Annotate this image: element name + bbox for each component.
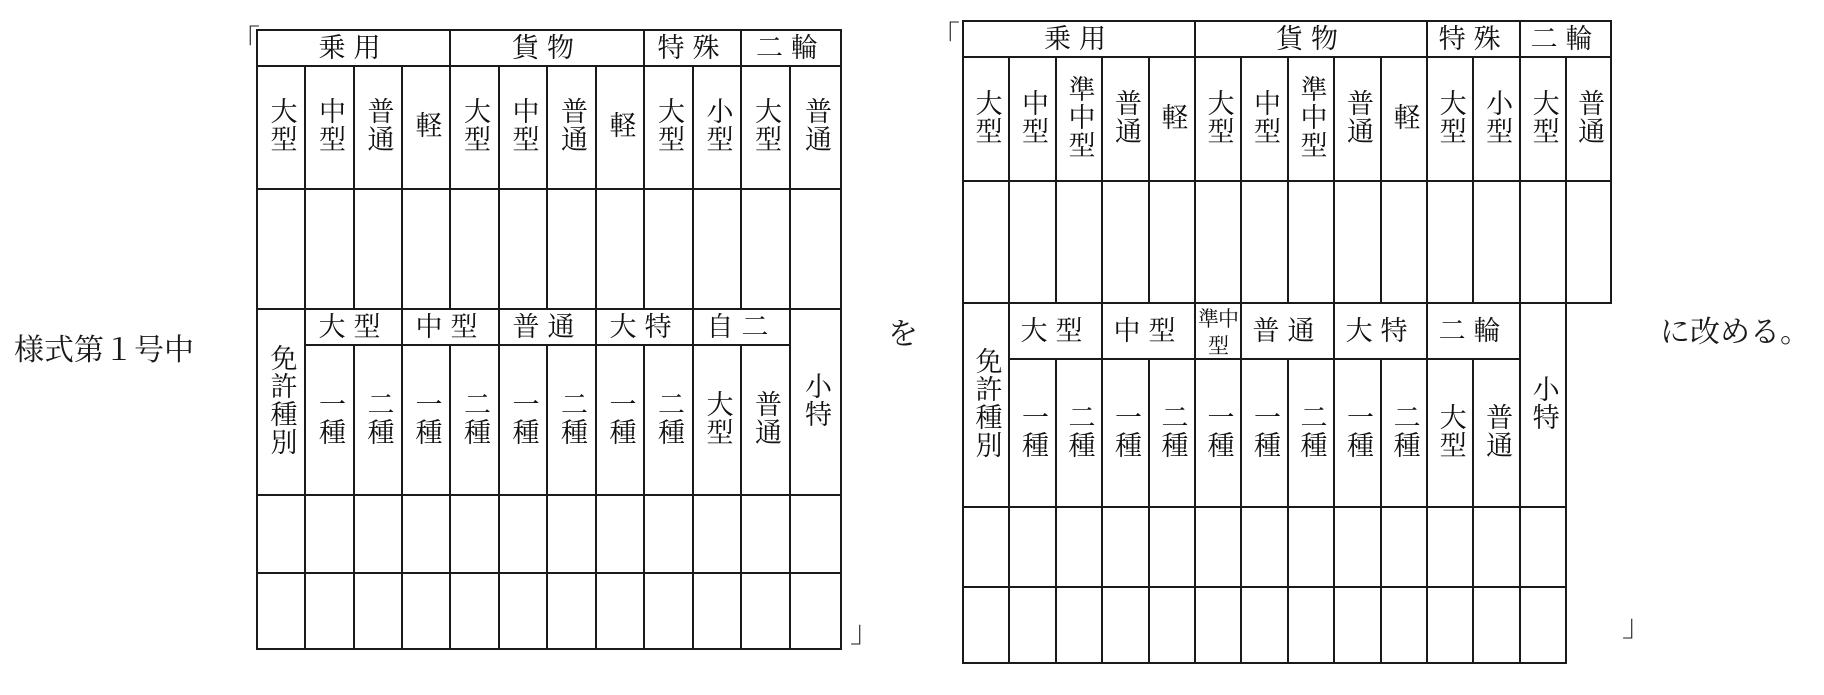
old-size-cell: 大型 (450, 66, 499, 189)
new-entry-cell (1288, 181, 1334, 303)
closing-text: に改める。 (1660, 315, 1810, 350)
old-record-cell (596, 495, 644, 573)
old-entry-cell (596, 189, 644, 309)
old-record-cell (693, 573, 741, 649)
new-record-cell (1334, 507, 1381, 587)
old-size-cell: 軽 (596, 66, 644, 189)
old-entry-cell (547, 189, 596, 309)
new-record-cell (1520, 587, 1566, 663)
new-size-cell: 普通 (1566, 57, 1611, 181)
new-group-tokushu: 特殊 (1427, 21, 1520, 57)
old-size-cell: 普通 (547, 66, 596, 189)
new-type-cell: 一種 (1334, 359, 1381, 507)
new-entry-cell (1241, 181, 1288, 303)
old-entry-cell (741, 189, 790, 309)
old-record-cell (257, 573, 305, 649)
old-type-cell: 大型 (693, 345, 741, 495)
old-size-cell: 大型 (741, 66, 790, 189)
old-record-cell (257, 495, 305, 573)
new-record-cell (1009, 507, 1056, 587)
old-size-cell: 大型 (257, 66, 305, 189)
old-entry-cell (402, 189, 450, 309)
old-kotoku-cell: 小特 (790, 309, 841, 495)
new-entry-cell (1520, 181, 1566, 303)
old-open-bracket: 「 (230, 24, 260, 59)
new-size-cell: 大型 (1520, 57, 1566, 181)
old-record-cell (741, 495, 790, 573)
old-record-cell (499, 495, 547, 573)
new-record-cell (1288, 587, 1334, 663)
old-record-cell (499, 573, 547, 649)
new-entry-cell (963, 181, 1009, 303)
new-close-bracket: 」 (1622, 609, 1652, 644)
old-record-cell (354, 495, 402, 573)
new-record-cell (1102, 587, 1149, 663)
old-group-kamotsu: 貨物 (450, 30, 644, 66)
old-entry-cell (354, 189, 402, 309)
old-size-cell: 普通 (354, 66, 402, 189)
old-record-cell (644, 495, 693, 573)
old-entry-cell (790, 189, 841, 309)
new-group-joyo: 乗用 (963, 21, 1195, 57)
old-record-cell (547, 573, 596, 649)
old-type-cell: 一種 (402, 345, 450, 495)
old-size-cell: 普通 (790, 66, 841, 189)
new-group-daitoku: 大特 (1334, 303, 1427, 359)
new-entry-cell (1056, 181, 1102, 303)
new-group-futsu: 普通 (1241, 303, 1334, 359)
new-size-cell: 軽 (1381, 57, 1427, 181)
new-size-cell: 中型 (1241, 57, 1288, 181)
new-record-cell (963, 587, 1009, 663)
new-record-cell (1149, 507, 1195, 587)
old-record-cell (547, 495, 596, 573)
old-entry-cell (693, 189, 741, 309)
old-group-joyo: 乗用 (257, 30, 450, 66)
old-record-cell (790, 495, 841, 573)
new-entry-cell (1334, 181, 1381, 303)
old-form-table (256, 29, 842, 650)
new-size-cell: 大型 (1427, 57, 1473, 181)
old-entry-cell (305, 189, 354, 309)
old-record-cell (596, 573, 644, 649)
intro-label: 様式第１号中 (14, 333, 194, 368)
old-close-bracket: 」 (850, 615, 880, 650)
old-type-cell: 二種 (644, 345, 693, 495)
new-kotoku-cell: 小特 (1520, 303, 1566, 507)
new-size-cell: 軽 (1149, 57, 1195, 181)
old-record-cell (450, 573, 499, 649)
old-record-cell (305, 495, 354, 573)
old-license-type-label: 免許種別 (257, 309, 305, 495)
new-group-nirin-lower: 二輪 (1427, 303, 1520, 359)
new-type-cell: 大型 (1427, 359, 1473, 507)
old-type-cell: 一種 (596, 345, 644, 495)
new-group-ogata: 大型 (1009, 303, 1102, 359)
new-record-cell (1056, 507, 1102, 587)
new-size-cell: 普通 (1102, 57, 1149, 181)
old-record-cell (402, 573, 450, 649)
new-record-cell (1520, 507, 1566, 587)
old-size-cell: 小型 (693, 66, 741, 189)
old-type-cell: 普通 (741, 345, 790, 495)
new-record-cell (1149, 587, 1195, 663)
new-record-cell (1288, 507, 1334, 587)
new-record-cell (1473, 507, 1520, 587)
new-entry-cell (1566, 181, 1611, 303)
old-entry-cell (644, 189, 693, 309)
new-record-cell (1381, 587, 1427, 663)
new-group-nirin: 二輪 (1520, 21, 1611, 57)
new-type-cell: 一種 (1102, 359, 1149, 507)
old-group-daitoku: 大特 (596, 309, 693, 345)
new-type-cell: 二種 (1149, 359, 1195, 507)
old-record-cell (644, 573, 693, 649)
old-group-chugata: 中型 (402, 309, 499, 345)
new-group-junchugata: 準中型 (1195, 303, 1241, 359)
old-record-cell (354, 573, 402, 649)
old-type-cell: 二種 (547, 345, 596, 495)
new-record-cell (1056, 587, 1102, 663)
new-type-cell: 一種 (1009, 359, 1056, 507)
new-size-cell: 小型 (1473, 57, 1520, 181)
new-entry-cell (1102, 181, 1149, 303)
new-size-cell: 大型 (963, 57, 1009, 181)
old-type-cell: 二種 (354, 345, 402, 495)
old-group-futsu: 普通 (499, 309, 596, 345)
old-size-cell: 中型 (499, 66, 547, 189)
new-size-cell: 大型 (1195, 57, 1241, 181)
new-type-cell: 二種 (1381, 359, 1427, 507)
new-type-cell: 二種 (1288, 359, 1334, 507)
old-record-cell (450, 495, 499, 573)
old-entry-cell (499, 189, 547, 309)
old-group-nirin: 二輪 (741, 30, 841, 66)
new-record-cell (1334, 587, 1381, 663)
new-group-chugata: 中型 (1102, 303, 1195, 359)
old-record-cell (305, 573, 354, 649)
old-group-tokushu: 特殊 (644, 30, 741, 66)
new-record-cell (1427, 507, 1473, 587)
new-entry-cell (1427, 181, 1473, 303)
old-group-jini: 自二 (693, 309, 790, 345)
old-type-cell: 一種 (499, 345, 547, 495)
new-record-cell (1102, 507, 1149, 587)
new-size-cell: 普通 (1334, 57, 1381, 181)
old-size-cell: 軽 (402, 66, 450, 189)
old-record-cell (693, 495, 741, 573)
new-record-cell (1009, 587, 1056, 663)
connector-wo: を (888, 317, 918, 352)
new-record-cell (1473, 587, 1520, 663)
new-size-cell: 準中型 (1288, 57, 1334, 181)
new-record-cell (1427, 587, 1473, 663)
old-group-ogata: 大型 (305, 309, 402, 345)
new-entry-cell (1473, 181, 1520, 303)
old-type-cell: 一種 (305, 345, 354, 495)
new-entry-cell (1009, 181, 1056, 303)
new-entry-cell (1149, 181, 1195, 303)
new-form-table (962, 20, 1612, 664)
new-size-cell: 中型 (1009, 57, 1056, 181)
old-entry-cell (257, 189, 305, 309)
new-record-cell (1241, 587, 1288, 663)
new-entry-cell (1195, 181, 1241, 303)
new-license-type-label: 免許種別 (963, 303, 1009, 507)
new-type-cell: 二種 (1056, 359, 1102, 507)
new-type-cell: 一種 (1195, 359, 1241, 507)
old-size-cell: 大型 (644, 66, 693, 189)
old-type-cell: 二種 (450, 345, 499, 495)
old-entry-cell (450, 189, 499, 309)
old-record-cell (741, 573, 790, 649)
new-group-kamotsu: 貨物 (1195, 21, 1427, 57)
new-type-cell: 普通 (1473, 359, 1520, 507)
new-open-bracket: 「 (930, 20, 960, 55)
new-record-cell (1381, 507, 1427, 587)
old-size-cell: 中型 (305, 66, 354, 189)
new-record-cell (1195, 587, 1241, 663)
new-record-cell (1195, 507, 1241, 587)
old-record-cell (790, 573, 841, 649)
new-entry-cell (1381, 181, 1427, 303)
old-record-cell (402, 495, 450, 573)
new-record-cell (1241, 507, 1288, 587)
new-record-cell (963, 507, 1009, 587)
new-size-cell: 準中型 (1056, 57, 1102, 181)
new-type-cell: 一種 (1241, 359, 1288, 507)
